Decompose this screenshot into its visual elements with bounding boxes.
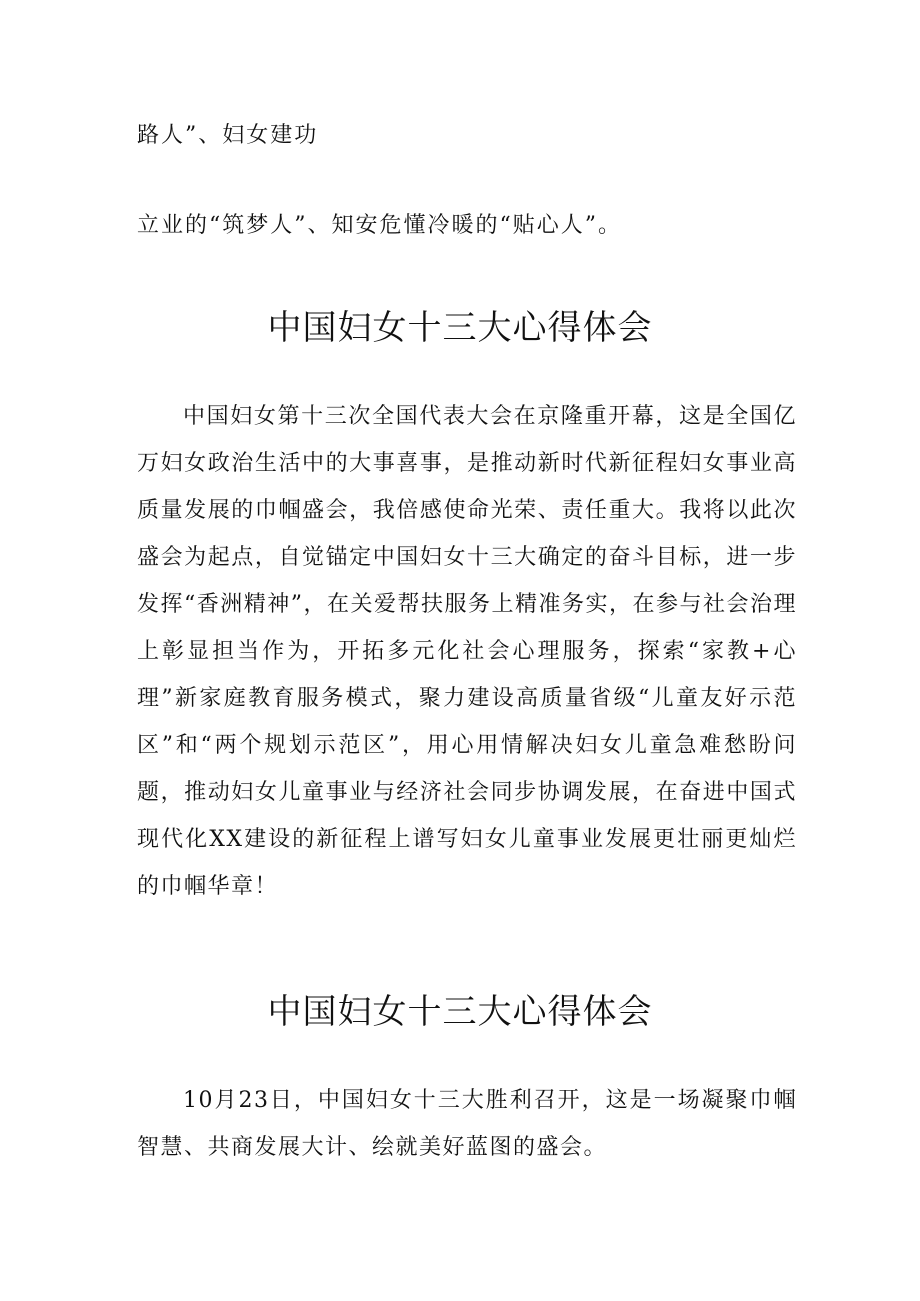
section-1-body: 中国妇女第十三次全国代表大会在京隆重开幕，这是全国亿万妇女政治生活中的大事喜事，是推动新时代新征程妇女事业高质量发展的巾帼盛会，我倍感使命光荣、责任重大。我将以此次盛会为起点，自觉锚定中国妇女十三大确定的奋斗目标，进一步发挥“香洲精神”，在关爱帮扶服务上精准务实，在参与社会治理上彰显担当作为，开拓多元化社会心理服务，探索“家教+心理”新家庭教育服务模式，聚力建设高质量省级“儿童友好示范区”和“两个规划示范区”，用心用情解决妇女儿童急难愁盼问题，推动妇女儿童事业与经济社会同步协调发展，在奋进中国式现代化XX建设的新征程上谱写妇女儿童事业发展更壮丽更灿烂的巾帼华章！ (137, 404, 797, 899)
section-2-body: 10月23日，中国妇女十三大胜利召开，这是一场凝聚巾帼智慧、共商发展大计、绘就美好蓝图的盛会。 (137, 1088, 797, 1160)
section-1-title: 中国妇女十三大心得体会 (267, 308, 653, 348)
fragment-line-2: 立业的“筑梦人”、知安危懂冷暖的“贴心人”。 (137, 213, 622, 238)
fragment-line-1: 路人”、妇女建功 (137, 123, 319, 148)
section-2-title: 中国妇女十三大心得体会 (267, 992, 653, 1032)
